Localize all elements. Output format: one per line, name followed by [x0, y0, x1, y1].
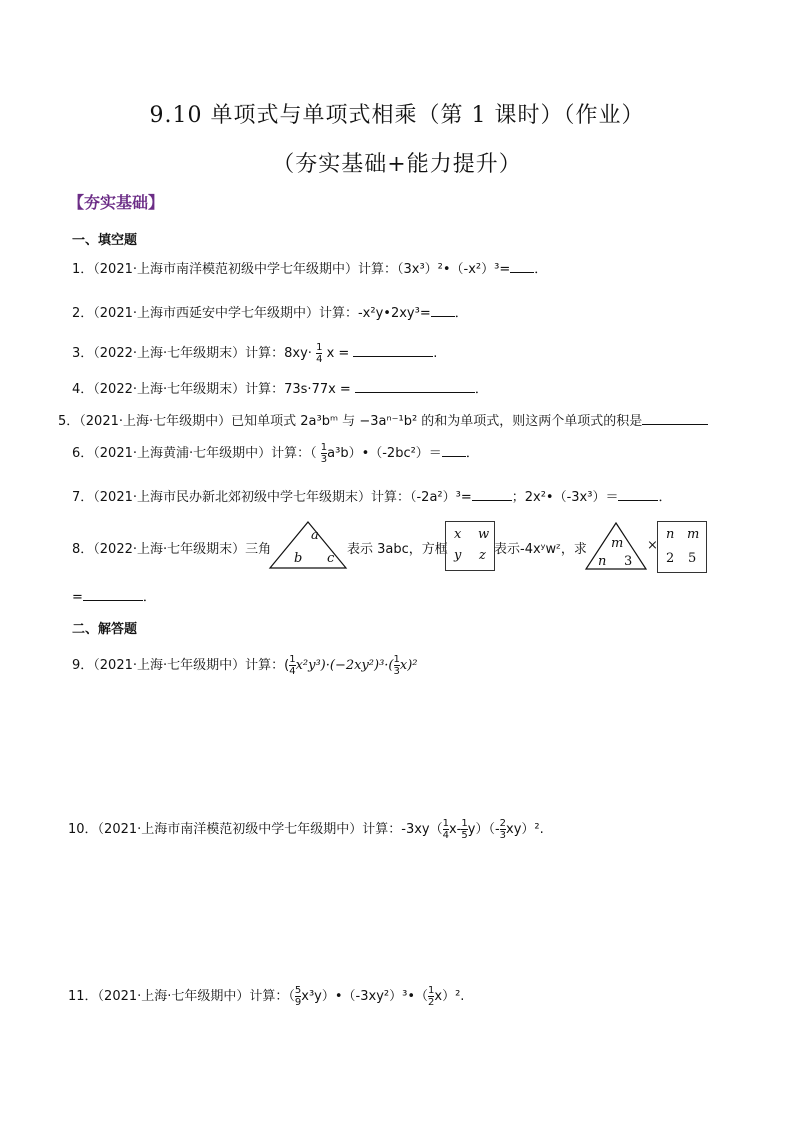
triangle-label-right: 3 — [624, 554, 633, 569]
box-label-top-left: x — [454, 527, 462, 542]
answer-blank — [355, 378, 475, 393]
section-badge: 【夯实基础】 — [68, 193, 165, 212]
answer-blank — [83, 586, 143, 601]
question-4-end: ． — [474, 382, 488, 397]
question-8-answer — [72, 586, 156, 605]
page-title: 9.10 单项式与单项式相乘（第 1 课时）（作业） — [149, 103, 645, 128]
fraction-numerator: 1 — [320, 442, 328, 453]
fraction-denominator: 4 — [316, 354, 323, 365]
question-2-text: 2．（2021·上海市西延安中学七年级期中）计算：-x²y•2xy³= — [72, 306, 431, 321]
question-8-end: ． — [142, 590, 156, 605]
box-label-top-right: m — [687, 527, 700, 542]
answer-blank — [353, 342, 433, 357]
question-7 — [72, 486, 671, 505]
fraction-numerator: 1 — [316, 342, 323, 353]
fraction-denominator: 3 — [320, 454, 328, 465]
fraction-numerator: 5 — [294, 985, 302, 996]
question-1-text: 1．（2021·上海市南洋模范初级中学七年级期中）计算：（3x³）²•（-x²）³= — [72, 262, 511, 277]
question-5-text: 5．（2021·上海·七年级期中）已知单项式 2a³bᵐ 与 −3aⁿ⁻¹b² 的和为单项式，则这两个单项式的积是 — [58, 414, 643, 429]
question-3-tail: x = — [326, 346, 350, 361]
fraction-denominator: 4 — [442, 830, 449, 841]
fraction-numerator: 1 — [428, 985, 435, 996]
box-label-top-right: w — [478, 527, 490, 542]
fraction-numerator: 1 — [442, 818, 449, 829]
question-9-tail: x)² — [399, 658, 418, 673]
box-figure-nm25 — [657, 521, 707, 573]
equals-sign: = — [72, 590, 83, 605]
question-1-end: ． — [534, 262, 548, 277]
question-5 — [58, 410, 708, 429]
answer-blank — [472, 486, 512, 501]
question-8-part-a: 8．（2022·上海·七年级期末）三角 — [72, 542, 272, 557]
answer-blank — [642, 410, 708, 425]
box-label-top-left: n — [666, 527, 675, 542]
question-2 — [72, 302, 468, 321]
fraction-denominator: 4 — [289, 666, 296, 677]
triangle-label-right: c — [327, 551, 335, 566]
answer-blank — [618, 486, 658, 501]
fraction-denominator: 3 — [393, 666, 400, 677]
question-6-tail: a³b）•（-2bc²）＝ — [327, 446, 442, 461]
question-7-text: 7．（2021·上海市民办新北郊初级中学七年级期末）计算：（-2a²）³= — [72, 490, 472, 505]
fraction-numerator: 1 — [461, 818, 468, 829]
question-3-end: . — [433, 346, 438, 361]
box-label-bottom-right: z — [479, 548, 486, 563]
triangle-figure-abc — [268, 520, 348, 570]
triangle-label-left: b — [294, 551, 303, 566]
triangle-label-top: a — [311, 528, 319, 543]
question-3 — [72, 342, 437, 365]
answer-blank — [442, 442, 466, 457]
page-subtitle: （夯实基础+能力提升） — [272, 152, 522, 177]
question-11-part: x³y）•（-3xy²）³•（ — [301, 989, 428, 1004]
question-6-end: ． — [465, 446, 479, 461]
fraction-denominator: 2 — [428, 997, 435, 1008]
question-2-end: ． — [454, 306, 468, 321]
question-11-tail: x）². — [434, 989, 465, 1004]
box-label-bottom-left: y — [454, 548, 462, 563]
question-4 — [72, 378, 488, 397]
question-7-end: ． — [658, 490, 672, 505]
box-figure-xywz — [445, 521, 495, 571]
question-10 — [68, 818, 544, 841]
question-10-tail: xy）². — [506, 822, 544, 837]
question-8-part-b: 表示 3abc，方框 — [347, 542, 448, 557]
section-fill-heading: 一、填空题 — [72, 233, 138, 248]
fraction-numerator: 1 — [289, 654, 296, 665]
triangle-label-left: n — [598, 554, 607, 569]
fraction-numerator: 2 — [499, 818, 507, 829]
question-10-text: 10．（2021·上海市南洋模范初级中学七年级期中）计算：-3xy（ — [68, 822, 443, 837]
multiply-sign: × — [647, 538, 658, 553]
question-10-part: x- — [448, 822, 462, 837]
box-label-bottom-right: 5 — [688, 551, 697, 566]
question-11 — [68, 985, 464, 1008]
triangle-label-top: m — [611, 536, 624, 551]
question-9-text: 9．（2021·上海·七年级期中）计算：( — [72, 658, 290, 673]
question-10-part: y）（- — [467, 822, 500, 837]
question-9 — [72, 654, 418, 677]
question-7-mid: ；2x²•（-3x³）＝ — [511, 490, 619, 505]
question-1 — [72, 258, 547, 277]
fraction-denominator: 9 — [294, 997, 302, 1008]
answer-blank — [431, 302, 455, 317]
question-3-text: 3．（2022·上海·七年级期末）计算：8xy· — [72, 346, 312, 361]
answer-blank — [510, 258, 534, 273]
question-4-text: 4．（2022·上海·七年级期末）计算：73s·77x = — [72, 382, 351, 397]
question-9-middle: x²y³)·(−2xy²)³·( — [295, 658, 394, 673]
box-label-bottom-left: 2 — [666, 551, 675, 566]
fraction-denominator: 3 — [499, 830, 507, 841]
fraction-denominator: 5 — [461, 830, 468, 841]
question-6 — [72, 442, 479, 465]
question-11-text: 11．（2021·上海·七年级期中）计算：（ — [68, 989, 295, 1004]
fraction-numerator: 1 — [393, 654, 400, 665]
question-6-text: 6．（2021·上海黄浦·七年级期中）计算：（ — [72, 446, 317, 461]
fraction — [316, 342, 322, 365]
question-8-part-c: 表示-4xʸwᶻ，求 — [494, 542, 587, 557]
section-solve-heading: 二、解答题 — [72, 622, 138, 637]
